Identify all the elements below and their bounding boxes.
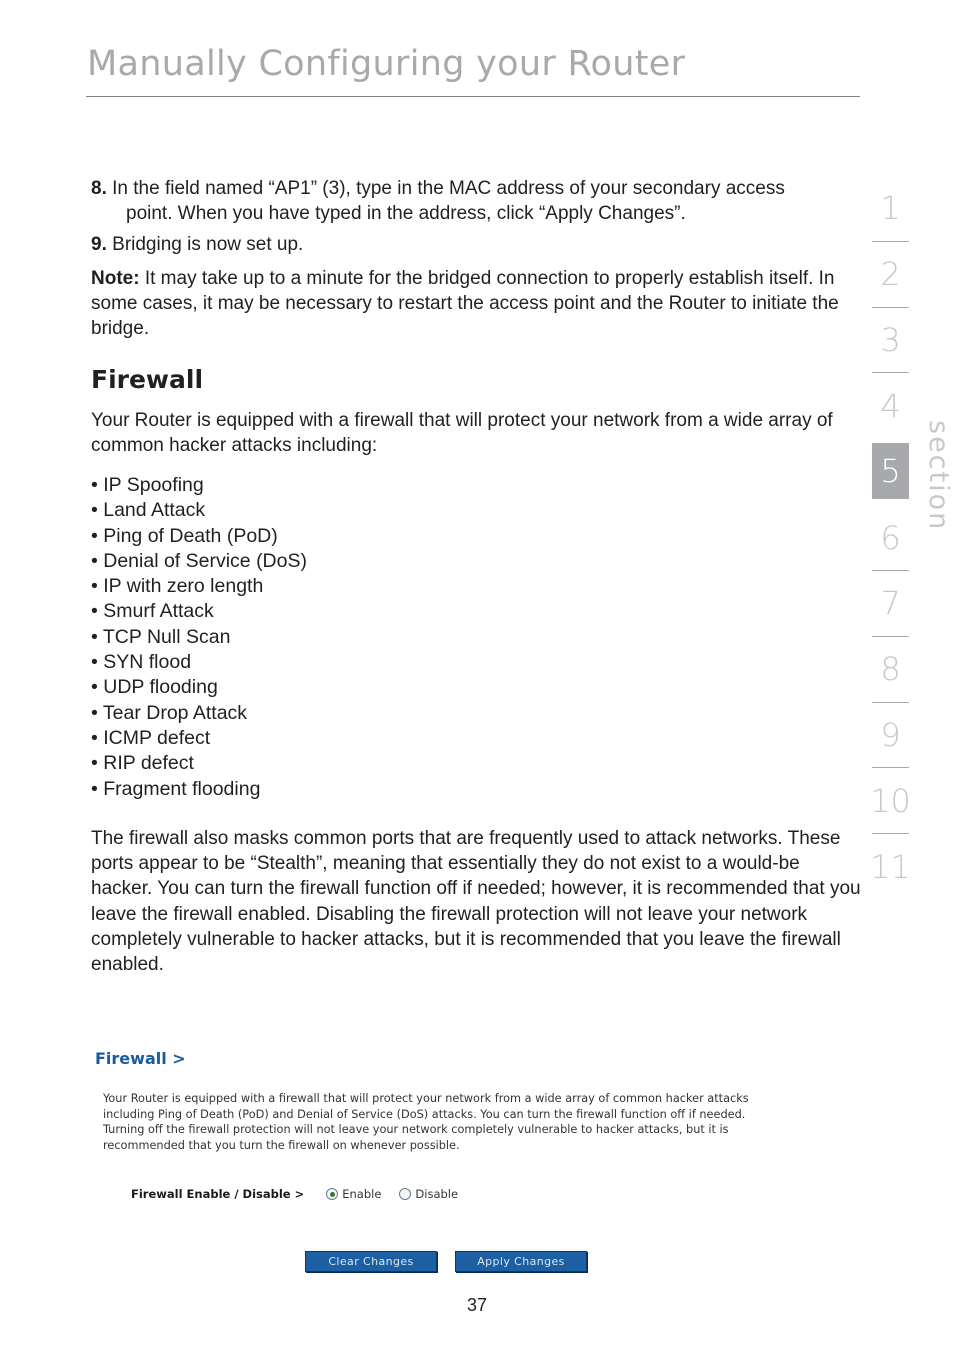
step-text: Bridging is now set up. (112, 234, 304, 256)
firewall-toggle-row (131, 1187, 476, 1201)
list-item: • Tear Drop Attack (91, 701, 248, 724)
section-tab-1[interactable]: 1 (872, 176, 909, 242)
list-item: • RIP defect (91, 752, 194, 775)
section-tab-7[interactable]: 7 (872, 571, 909, 637)
firewall-heading: Firewall (91, 365, 204, 394)
disable-radio[interactable] (399, 1188, 411, 1200)
header-divider (86, 96, 860, 97)
section-tab-6[interactable]: 6 (872, 505, 909, 571)
section-tab-5-active[interactable]: 5 (872, 443, 909, 500)
page-header-title: Manually Configuring your Router (87, 44, 686, 84)
list-item: • IP with zero length (91, 575, 264, 598)
section-tab-10[interactable]: 10 (872, 768, 909, 834)
disable-radio-label[interactable]: Disable (415, 1187, 459, 1201)
firewall-intro-text: Your Router is equipped with a firewall that will protect your network from a wide array of common hacker attacks including: (91, 410, 833, 457)
list-item: • Fragment flooding (91, 777, 261, 800)
enable-radio[interactable] (326, 1188, 338, 1200)
step-text: In the field named “AP1” (3), type in the MAC address of your secondary access (112, 178, 785, 199)
section-tab-9[interactable]: 9 (872, 703, 909, 769)
section-nav (872, 176, 909, 900)
section-tab-3[interactable]: 3 (872, 308, 909, 374)
step-number: 9. (91, 234, 107, 256)
step-number: 8. (91, 178, 107, 199)
router-ui-description: Your Router is equipped with a firewall that will protect your network from a wide array of common hacker attacks including Ping of Death (PoD) and Denial of Service (DoS) attacks. You can turn the firewall function off if needed. Turning off the firewall protection will not leave your network completely vulnerable to hacker attacks, but it is recommended that you turn the firewall on whenever possible. (103, 1092, 749, 1152)
firewall-outro-text: The firewall also masks common ports that are frequently used to attack networks. These ports appear to be “Stealth”, meaning that essentially they do not exist to a would-be hacker. You can turn the firewall function off if needed; however, it is recommended that you leave the firewall enabled. Disabling the firewall protection will not leave your network completely vulnerable to hacker attacks, but it is recommended that you leave the firewall enabled. (91, 828, 861, 976)
list-item: • IP Spoofing (91, 474, 204, 496)
list-item: • SYN flood (91, 651, 192, 674)
firewall-outro (91, 826, 861, 977)
section-tab-11[interactable]: 11 (870, 848, 911, 887)
steps-block (91, 176, 861, 341)
step-9 (91, 232, 861, 257)
firewall-intro (91, 408, 861, 458)
list-item: • TCP Null Scan (91, 625, 231, 648)
step-8 (91, 176, 861, 226)
list-item: • Ping of Death (PoD) (91, 524, 278, 547)
list-item: • Land Attack (91, 499, 206, 522)
apply-changes-button[interactable]: Apply Changes (455, 1251, 587, 1272)
step-text-continued: point. When you have typed in the address, click “Apply Changes”. (126, 203, 686, 225)
router-ui-firewall-title: Firewall > (95, 1049, 186, 1068)
attack-list (91, 473, 307, 802)
section-tab-4[interactable]: 4 (880, 387, 901, 426)
note-text: It may take up to a minute for the bridged connection to properly establish itself. In some cases, it may be necessary to restart the access point and the Router to initiate the bridge. (91, 267, 839, 340)
page-number: 37 (466, 1295, 488, 1315)
clear-changes-button[interactable]: Clear Changes (305, 1251, 437, 1272)
firewall-toggle-label: Firewall Enable / Disable > (131, 1187, 305, 1201)
enable-radio-label[interactable]: Enable (342, 1187, 382, 1201)
section-label: section (923, 420, 954, 532)
list-item: • Smurf Attack (91, 600, 214, 623)
section-tab-8[interactable]: 8 (872, 637, 909, 703)
list-item: • UDP flooding (91, 676, 218, 699)
list-item: • ICMP defect (91, 726, 211, 749)
note-label: Note: (91, 267, 140, 289)
note-paragraph (91, 266, 861, 342)
section-tab-2[interactable]: 2 (872, 242, 909, 308)
list-item: • Denial of Service (DoS) (91, 549, 307, 572)
